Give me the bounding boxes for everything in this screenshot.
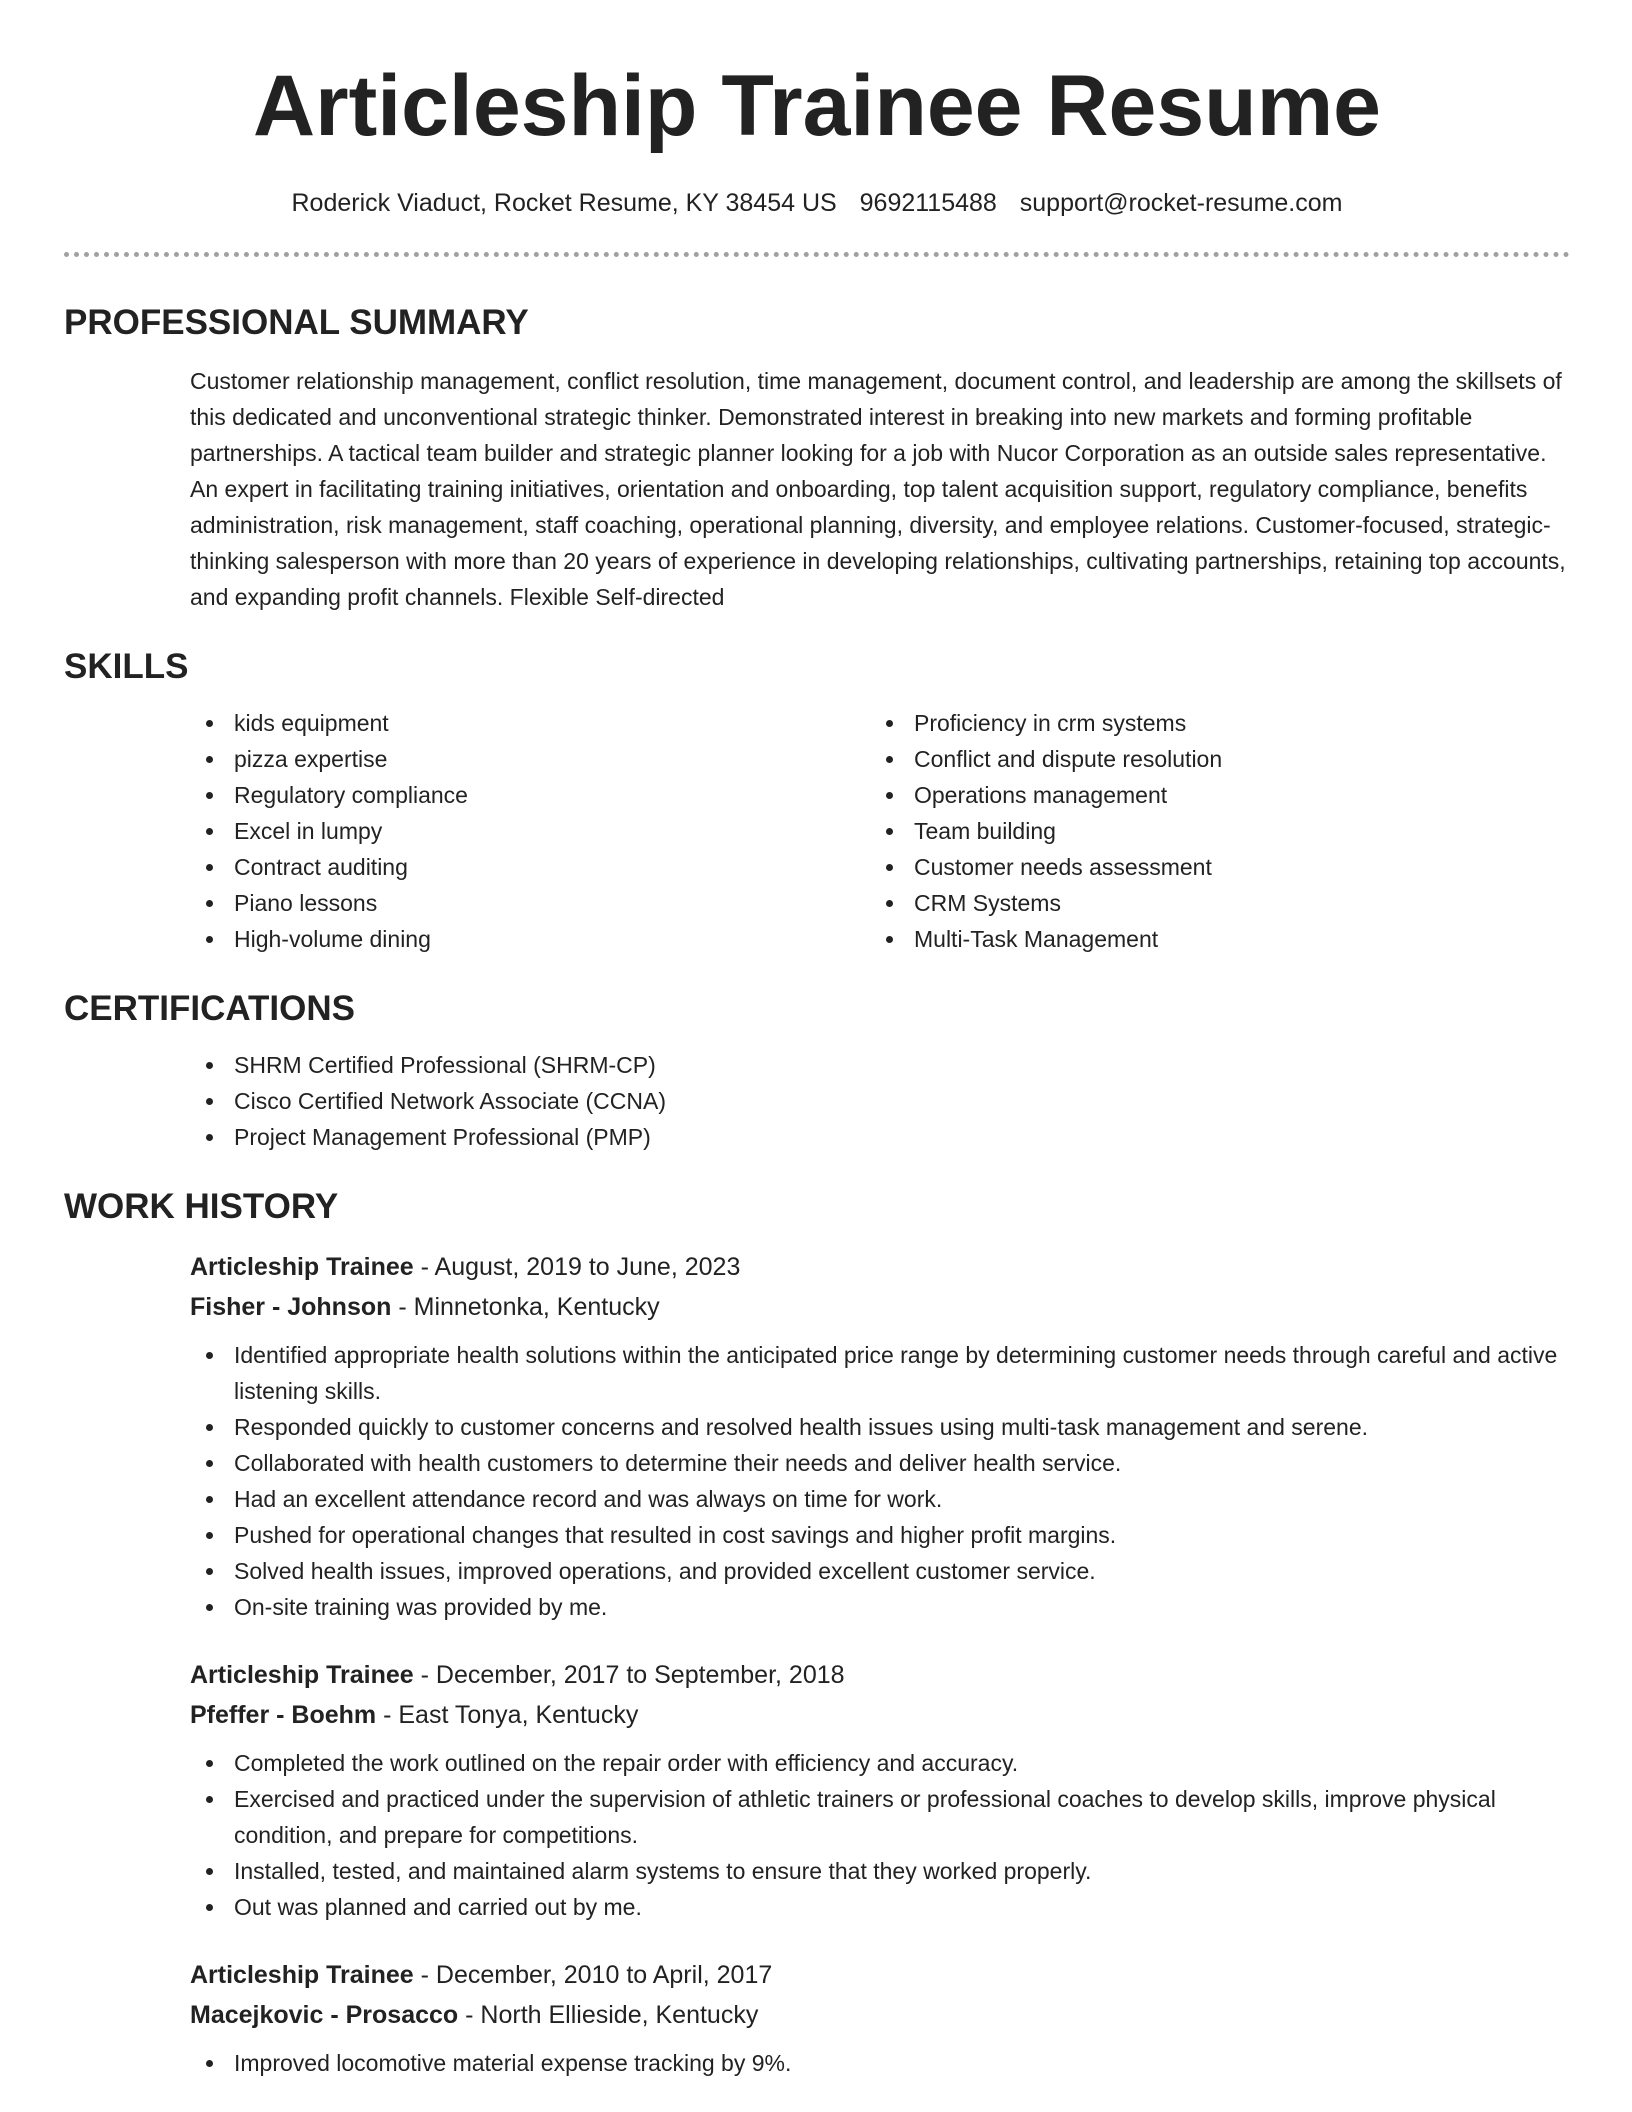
skill-item: High-volume dining [190,921,870,957]
job-location: East Tonya, Kentucky [398,1701,639,1729]
skill-item: Team building [870,813,1550,849]
skill-item: Piano lessons [190,885,870,921]
certifications-section [64,987,1570,1155]
job-title: Articleship Trainee [190,1253,414,1281]
skill-item: Conflict and dispute resolution [870,741,1550,777]
job-duty-item: Exercised and practiced under the supervision of athletic trainers or professional coaches to develop skills, improve physical condition, and prepare for competitions. [190,1781,1570,1853]
job-title: Articleship Trainee [190,1961,414,1989]
job-entry [190,1247,1570,1625]
skills-column-left [190,705,870,957]
job-location: Minnetonka, Kentucky [413,1293,660,1321]
summary-body [190,363,1570,615]
certifications-heading: CERTIFICATIONS [64,989,356,1028]
skill-item: Regulatory compliance [190,777,870,813]
job-dates: August, 2019 to June, 2023 [434,1253,741,1281]
skills-column-right [870,705,1550,957]
job-duty-item: Completed the work outlined on the repair order with efficiency and accuracy. [190,1745,1570,1781]
job-separator: - [458,2001,481,2029]
skill-item: Operations management [870,777,1550,813]
job-separator: - [413,1253,435,1281]
skills-grid [190,705,1570,957]
certification-item: Cisco Certified Network Associate (CCNA) [190,1083,1570,1119]
skill-item: Excel in lumpy [190,813,870,849]
resume-title: Articleship Trainee Resume [253,58,1381,154]
certifications-list [190,1047,1570,1155]
job-dates: December, 2010 to April, 2017 [435,1961,773,1989]
job-duty-item: Out was planned and carried out by me. [190,1889,1570,1925]
skill-item: kids equipment [190,705,870,741]
contact-email: support@rocket-resume.com [1019,189,1343,217]
job-separator: - [376,1701,399,1729]
job-duty-item: Collaborated with health customers to determine their needs and deliver health service. [190,1445,1570,1481]
contact-address: Roderick Viaduct, Rocket Resume, KY 38454 US [291,189,837,217]
job-duties-list [190,1337,1570,1625]
job-duty-item: Had an excellent attendance record and was always on time for work. [190,1481,1570,1517]
summary-text: Customer relationship management, conflict resolution, time management, document control, and leadership are among the skillsets of this dedicated and unconventional strategic thinker. Demonstrated interest in breaking into new markets and forming profitable partnerships. A tactical team builder and strategic planner looking for a job with Nucor Corporation as an outside sales representative. An expert in facilitating training initiatives, orientation and onboarding, top talent acquisition support, regulatory compliance, benefits administration, risk management, staff coaching, operational planning, diversity, and employee relations. Customer-focused, strategic-thinking salesperson with more than 20 years of experience in developing relationships, cultivating partnerships, retaining top accounts, and expanding profit channels. Flexible Self-directed [190,368,1566,610]
job-location: North Ellieside, Kentucky [480,2001,759,2029]
skills-list-left [190,705,870,957]
certifications-body [190,1047,1570,1155]
job-duties-list [190,1745,1570,1925]
job-separator: - [413,1961,436,1989]
job-duties-list [190,2045,1570,2081]
job-duty-item: Identified appropriate health solutions within the anticipated price range by determining customer needs through careful and active listening skills. [190,1337,1570,1409]
skills-section [64,645,1570,957]
job-company-line [190,1995,1570,2035]
work-history-body [190,1247,1570,2081]
contact-phone: 9692115488 [859,189,997,217]
skill-item: Customer needs assessment [870,849,1550,885]
job-title: Articleship Trainee [190,1661,414,1689]
job-company-line [190,1287,1570,1327]
skill-item: pizza expertise [190,741,870,777]
skill-item: Proficiency in crm systems [870,705,1550,741]
job-company: Fisher - Johnson [190,1293,392,1321]
job-duty-item: Improved locomotive material expense tracking by 9%. [190,2045,1570,2081]
skills-heading: SKILLS [64,647,189,686]
job-entry [190,1655,1570,1925]
certification-item: SHRM Certified Professional (SHRM-CP) [190,1047,1570,1083]
job-duty-item: Responded quickly to customer concerns and resolved health issues using multi-task management and serene. [190,1409,1570,1445]
job-company-line [190,1695,1570,1735]
job-duty-item: On-site training was provided by me. [190,1589,1570,1625]
job-dates: December, 2017 to September, 2018 [435,1661,845,1689]
job-title-line [190,1655,1570,1695]
job-duty-item: Pushed for operational changes that resulted in cost savings and higher profit margins. [190,1517,1570,1553]
job-title-line [190,1955,1570,1995]
skill-item: Multi-Task Management [870,921,1550,957]
job-duty-item: Installed, tested, and maintained alarm systems to ensure that they worked properly. [190,1853,1570,1889]
job-duty-item: Solved health issues, improved operations, and provided excellent customer service. [190,1553,1570,1589]
work-history-heading: WORK HISTORY [64,1187,339,1226]
summary-section [64,301,1570,615]
job-separator: - [413,1661,436,1689]
job-entry [190,1955,1570,2081]
job-company: Macejkovic - Prosacco [190,2001,459,2029]
skill-item: CRM Systems [870,885,1550,921]
certification-item: Project Management Professional (PMP) [190,1119,1570,1155]
summary-heading: PROFESSIONAL SUMMARY [64,303,529,342]
resume-page [64,0,1570,2111]
job-company: Pfeffer - Boehm [190,1701,377,1729]
job-title-line [190,1247,1570,1287]
skills-list-right [870,705,1550,957]
skill-item: Contract auditing [190,849,870,885]
work-history-section [64,1185,1570,2081]
contact-line [64,186,1570,220]
job-separator: - [391,1293,414,1321]
header-divider [64,252,1570,257]
